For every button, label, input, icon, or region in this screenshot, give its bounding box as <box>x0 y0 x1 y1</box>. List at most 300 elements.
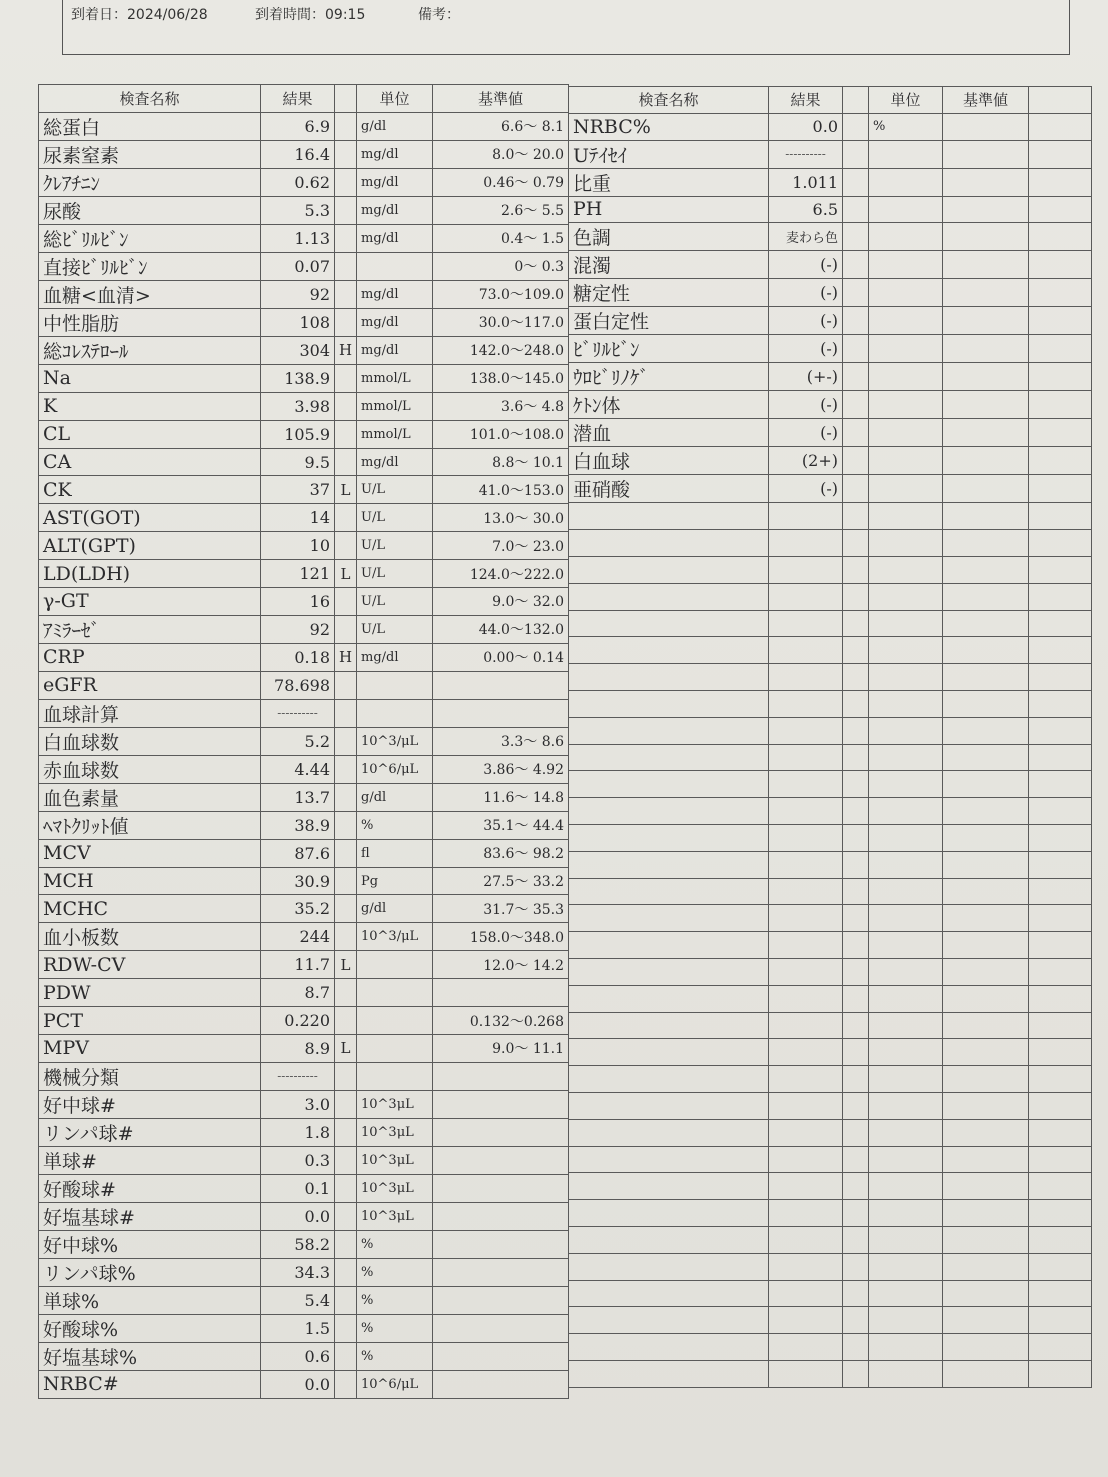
col-header-flag-right <box>843 87 869 114</box>
result-flag <box>843 140 869 168</box>
col-header-result: 結果 <box>261 85 335 113</box>
extra-cell <box>1029 447 1092 475</box>
test-result: 38.9 <box>261 811 335 839</box>
table-row <box>39 1286 569 1314</box>
empty-cell <box>943 824 1029 851</box>
test-unit: fl <box>357 839 433 867</box>
empty-cell <box>1029 1119 1092 1146</box>
empty-cell <box>569 1280 769 1307</box>
reference-range: 3.86～ 4.92 <box>433 755 569 783</box>
reference-range <box>943 363 1029 391</box>
table-row <box>39 1230 569 1258</box>
empty-cell <box>569 664 769 691</box>
empty-cell <box>843 664 869 691</box>
test-name: 好塩基球% <box>39 1342 261 1370</box>
test-name: PCT <box>39 1007 261 1035</box>
empty-cell <box>569 1307 769 1334</box>
empty-cell <box>943 583 1029 610</box>
empty-cell <box>1029 1280 1092 1307</box>
empty-cell <box>569 1253 769 1280</box>
col-header-flag <box>335 85 357 113</box>
empty-cell <box>843 985 869 1012</box>
test-unit: % <box>357 1314 433 1342</box>
empty-cell <box>869 637 943 664</box>
result-flag <box>335 308 357 336</box>
extra-cell <box>1029 251 1092 279</box>
empty-cell <box>1029 985 1092 1012</box>
table-row <box>569 475 1092 503</box>
reference-range <box>433 671 569 699</box>
table-row <box>39 1174 569 1202</box>
empty-cell <box>869 1039 943 1066</box>
table-row <box>39 252 569 280</box>
empty-cell <box>769 905 843 932</box>
test-unit: U/L <box>357 504 433 532</box>
test-unit <box>869 307 943 335</box>
test-name: 蛋白定性 <box>569 307 769 335</box>
empty-cell <box>869 530 943 557</box>
table-row <box>39 560 569 588</box>
table-row <box>39 615 569 643</box>
table-row <box>39 392 569 420</box>
empty-cell <box>569 932 769 959</box>
reference-range <box>943 140 1029 168</box>
reference-range: 44.0～132.0 <box>433 615 569 643</box>
extra-cell <box>1029 363 1092 391</box>
empty-cell <box>769 798 843 825</box>
table-row <box>39 336 569 364</box>
empty-row <box>569 1226 1092 1253</box>
result-flag <box>843 307 869 335</box>
empty-cell <box>769 1226 843 1253</box>
empty-cell <box>843 1066 869 1093</box>
empty-cell <box>769 717 843 744</box>
empty-cell <box>869 583 943 610</box>
empty-row <box>569 744 1092 771</box>
reference-range: 0.00～ 0.14 <box>433 643 569 671</box>
reference-range: 12.0～ 14.2 <box>433 951 569 979</box>
test-name: CRP <box>39 643 261 671</box>
result-flag: H <box>335 643 357 671</box>
test-name: ｳﾛﾋﾞﾘﾉｹﾞ <box>569 363 769 391</box>
empty-cell <box>943 717 1029 744</box>
empty-cell <box>869 556 943 583</box>
empty-cell <box>1029 1307 1092 1334</box>
test-name: PH <box>569 196 769 223</box>
test-unit <box>869 363 943 391</box>
test-name: CL <box>39 420 261 448</box>
empty-cell <box>1029 664 1092 691</box>
empty-cell <box>1029 556 1092 583</box>
empty-cell <box>1029 1173 1092 1200</box>
test-name: 好中球% <box>39 1230 261 1258</box>
empty-cell <box>769 851 843 878</box>
empty-cell <box>943 744 1029 771</box>
table-row <box>39 979 569 1007</box>
result-flag <box>335 1342 357 1370</box>
empty-cell <box>769 744 843 771</box>
test-result: 13.7 <box>261 783 335 811</box>
empty-cell <box>843 503 869 530</box>
reference-range <box>943 447 1029 475</box>
test-unit <box>869 335 943 363</box>
result-flag <box>335 1230 357 1258</box>
empty-cell <box>843 1280 869 1307</box>
test-result: 58.2 <box>261 1230 335 1258</box>
table-row <box>39 783 569 811</box>
result-flag <box>335 140 357 168</box>
reference-range <box>433 1230 569 1258</box>
empty-cell <box>843 583 869 610</box>
empty-cell <box>569 1146 769 1173</box>
reference-range <box>433 979 569 1007</box>
table-row <box>39 168 569 196</box>
empty-cell <box>769 1173 843 1200</box>
test-result: 3.0 <box>261 1090 335 1118</box>
empty-cell <box>843 905 869 932</box>
empty-cell <box>943 905 1029 932</box>
test-unit <box>869 447 943 475</box>
empty-row <box>569 610 1092 637</box>
test-unit: 10^3/μL <box>357 727 433 755</box>
test-unit: g/dl <box>357 895 433 923</box>
test-name: 好酸球% <box>39 1314 261 1342</box>
empty-cell <box>569 878 769 905</box>
test-unit: % <box>357 1258 433 1286</box>
test-unit: U/L <box>357 560 433 588</box>
test-result: 麦わら色 <box>769 223 843 251</box>
empty-cell <box>569 824 769 851</box>
empty-cell <box>569 717 769 744</box>
test-result: 8.9 <box>261 1035 335 1063</box>
table-row <box>569 391 1092 419</box>
test-name: 血球計算 <box>39 699 261 727</box>
empty-row <box>569 798 1092 825</box>
empty-cell <box>769 1066 843 1093</box>
empty-row <box>569 932 1092 959</box>
test-name: MCHC <box>39 895 261 923</box>
table-row <box>39 1035 569 1063</box>
col-header-extra-right <box>1029 87 1092 114</box>
reference-range: 41.0～153.0 <box>433 476 569 504</box>
remarks-label: 備考： <box>418 7 460 23</box>
reference-range: 35.1～ 44.4 <box>433 811 569 839</box>
empty-cell <box>1029 583 1092 610</box>
result-flag <box>335 532 357 560</box>
test-name: ｱﾐﾗｰｾﾞ <box>39 615 261 643</box>
empty-cell <box>943 637 1029 664</box>
result-flag: L <box>335 1035 357 1063</box>
result-flag: L <box>335 476 357 504</box>
table-row <box>39 1370 569 1398</box>
test-unit: 10^6/μL <box>357 755 433 783</box>
empty-cell <box>869 1226 943 1253</box>
result-flag <box>335 588 357 616</box>
empty-cell <box>869 1253 943 1280</box>
empty-cell <box>943 690 1029 717</box>
empty-cell <box>769 1280 843 1307</box>
test-result: 1.5 <box>261 1314 335 1342</box>
reference-range <box>943 251 1029 279</box>
empty-row <box>569 1039 1092 1066</box>
test-result: 5.2 <box>261 727 335 755</box>
table-row <box>39 588 569 616</box>
test-result: 92 <box>261 615 335 643</box>
reference-range <box>433 1062 569 1090</box>
empty-cell <box>843 690 869 717</box>
test-name: Uﾃｲｾｲ <box>569 140 769 168</box>
empty-row <box>569 717 1092 744</box>
reference-range: 0～ 0.3 <box>433 252 569 280</box>
empty-cell <box>769 958 843 985</box>
reference-range: 73.0～109.0 <box>433 280 569 308</box>
test-unit: mg/dl <box>357 643 433 671</box>
test-result: (+-) <box>769 363 843 391</box>
empty-cell <box>769 932 843 959</box>
test-result: 108 <box>261 308 335 336</box>
test-unit <box>869 279 943 307</box>
test-result: (-) <box>769 419 843 447</box>
empty-cell <box>843 1253 869 1280</box>
test-result: 0.0 <box>261 1370 335 1398</box>
test-result: 5.4 <box>261 1286 335 1314</box>
empty-row <box>569 905 1092 932</box>
table-row <box>39 364 569 392</box>
test-name: 好酸球# <box>39 1174 261 1202</box>
empty-cell <box>569 556 769 583</box>
test-name: ｹﾄﾝ体 <box>569 391 769 419</box>
reference-range: 83.6～ 98.2 <box>433 839 569 867</box>
result-flag <box>843 196 869 223</box>
empty-row <box>569 556 1092 583</box>
test-unit: mg/dl <box>357 224 433 252</box>
empty-cell <box>569 851 769 878</box>
empty-cell <box>943 503 1029 530</box>
result-flag <box>843 475 869 503</box>
empty-cell <box>769 1012 843 1039</box>
test-result: ---------- <box>261 699 335 727</box>
empty-cell <box>843 878 869 905</box>
test-result: 138.9 <box>261 364 335 392</box>
reference-range: 3.6～ 4.8 <box>433 392 569 420</box>
table-row <box>569 140 1092 168</box>
empty-cell <box>769 1360 843 1387</box>
empty-cell <box>843 1012 869 1039</box>
test-result: 0.18 <box>261 643 335 671</box>
result-flag <box>335 420 357 448</box>
empty-cell <box>769 637 843 664</box>
test-unit <box>357 252 433 280</box>
col-header-result-right: 結果 <box>769 87 843 114</box>
table-row <box>39 280 569 308</box>
reference-range <box>433 1202 569 1230</box>
empty-row <box>569 1146 1092 1173</box>
test-unit: U/L <box>357 476 433 504</box>
empty-cell <box>569 798 769 825</box>
test-unit: mg/dl <box>357 140 433 168</box>
reference-range <box>433 1314 569 1342</box>
empty-cell <box>869 1360 943 1387</box>
result-flag <box>335 727 357 755</box>
empty-cell <box>843 1200 869 1227</box>
empty-row <box>569 1280 1092 1307</box>
reference-range <box>943 168 1029 196</box>
empty-cell <box>943 1253 1029 1280</box>
test-result: (2+) <box>769 447 843 475</box>
empty-cell <box>843 1307 869 1334</box>
result-flag <box>335 1202 357 1230</box>
table-row <box>39 951 569 979</box>
test-result: 304 <box>261 336 335 364</box>
result-flag <box>843 419 869 447</box>
test-result: 9.5 <box>261 448 335 476</box>
empty-cell <box>1029 1146 1092 1173</box>
extra-cell <box>1029 168 1092 196</box>
reference-range <box>943 419 1029 447</box>
reference-range <box>943 279 1029 307</box>
result-flag <box>843 251 869 279</box>
reference-range: 9.0～ 32.0 <box>433 588 569 616</box>
empty-cell <box>569 1334 769 1361</box>
table-row <box>569 196 1092 223</box>
reference-range <box>433 1174 569 1202</box>
reference-range <box>433 1370 569 1398</box>
test-unit <box>869 251 943 279</box>
test-name: 亜硝酸 <box>569 475 769 503</box>
empty-cell <box>1029 824 1092 851</box>
result-flag <box>335 112 357 140</box>
test-unit: % <box>357 811 433 839</box>
empty-cell <box>1029 717 1092 744</box>
table-row <box>39 1007 569 1035</box>
table-row <box>39 671 569 699</box>
test-name: 好塩基球# <box>39 1202 261 1230</box>
empty-cell <box>769 1253 843 1280</box>
reference-range <box>943 196 1029 223</box>
table-row <box>39 867 569 895</box>
extra-cell <box>1029 391 1092 419</box>
table-row <box>39 895 569 923</box>
empty-cell <box>869 1334 943 1361</box>
empty-cell <box>569 744 769 771</box>
col-header-unit-right: 単位 <box>869 87 943 114</box>
test-name: 混濁 <box>569 251 769 279</box>
empty-cell <box>843 744 869 771</box>
empty-cell <box>569 985 769 1012</box>
reference-range: 7.0～ 23.0 <box>433 532 569 560</box>
table-row <box>39 1342 569 1370</box>
empty-cell <box>943 985 1029 1012</box>
table-row <box>569 223 1092 251</box>
reference-range: 124.0～222.0 <box>433 560 569 588</box>
test-name: 尿酸 <box>39 196 261 224</box>
empty-cell <box>843 958 869 985</box>
reference-range <box>433 1286 569 1314</box>
result-flag <box>843 168 869 196</box>
result-flag <box>335 1118 357 1146</box>
test-result: 30.9 <box>261 867 335 895</box>
empty-cell <box>1029 932 1092 959</box>
result-flag <box>843 113 869 140</box>
test-name: 総ﾋﾞﾘﾙﾋﾞﾝ <box>39 224 261 252</box>
test-result: (-) <box>769 391 843 419</box>
table-row <box>569 307 1092 335</box>
test-name: ｸﾚｱﾁﾆﾝ <box>39 168 261 196</box>
reference-range: 31.7～ 35.3 <box>433 895 569 923</box>
empty-cell <box>1029 503 1092 530</box>
test-result: 244 <box>261 923 335 951</box>
empty-cell <box>843 530 869 557</box>
test-name: 色調 <box>569 223 769 251</box>
empty-cell <box>1029 1092 1092 1119</box>
empty-cell <box>843 1360 869 1387</box>
test-name: 直接ﾋﾞﾘﾙﾋﾞﾝ <box>39 252 261 280</box>
empty-cell <box>1029 610 1092 637</box>
empty-row <box>569 824 1092 851</box>
empty-cell <box>869 1066 943 1093</box>
empty-cell <box>769 1334 843 1361</box>
test-unit: 10^3/μL <box>357 923 433 951</box>
empty-cell <box>1029 744 1092 771</box>
col-header-unit: 単位 <box>357 85 433 113</box>
result-flag <box>335 168 357 196</box>
empty-cell <box>869 771 943 798</box>
empty-row <box>569 851 1092 878</box>
test-result: (-) <box>769 279 843 307</box>
test-name: 血糖<血清> <box>39 280 261 308</box>
test-name: リンパ球% <box>39 1258 261 1286</box>
empty-cell <box>943 664 1029 691</box>
test-unit <box>357 699 433 727</box>
table-row <box>39 1258 569 1286</box>
test-name: 機械分類 <box>39 1062 261 1090</box>
empty-cell <box>869 958 943 985</box>
empty-cell <box>943 1307 1029 1334</box>
test-name: NRBC% <box>569 113 769 140</box>
result-flag <box>843 447 869 475</box>
test-unit: 10^3μL <box>357 1174 433 1202</box>
empty-cell <box>943 530 1029 557</box>
empty-row <box>569 1253 1092 1280</box>
reference-range: 2.6～ 5.5 <box>433 196 569 224</box>
empty-cell <box>843 851 869 878</box>
empty-cell <box>569 771 769 798</box>
empty-cell <box>1029 1066 1092 1093</box>
result-flag <box>843 223 869 251</box>
test-unit: U/L <box>357 588 433 616</box>
test-unit: g/dl <box>357 112 433 140</box>
col-header-name-right: 検査名称 <box>569 87 769 114</box>
test-unit <box>357 979 433 1007</box>
test-name: リンパ球# <box>39 1118 261 1146</box>
empty-cell <box>1029 1334 1092 1361</box>
empty-row <box>569 771 1092 798</box>
test-result: 35.2 <box>261 895 335 923</box>
reference-range <box>433 1258 569 1286</box>
result-flag <box>335 196 357 224</box>
result-flag <box>335 867 357 895</box>
table-row <box>39 224 569 252</box>
result-flag <box>335 252 357 280</box>
test-name: MCH <box>39 867 261 895</box>
empty-row <box>569 1012 1092 1039</box>
header-box <box>62 0 1070 55</box>
test-result: 1.011 <box>769 168 843 196</box>
reference-range: 9.0～ 11.1 <box>433 1035 569 1063</box>
empty-cell <box>869 985 943 1012</box>
test-name: 比重 <box>569 168 769 196</box>
empty-cell <box>569 1226 769 1253</box>
